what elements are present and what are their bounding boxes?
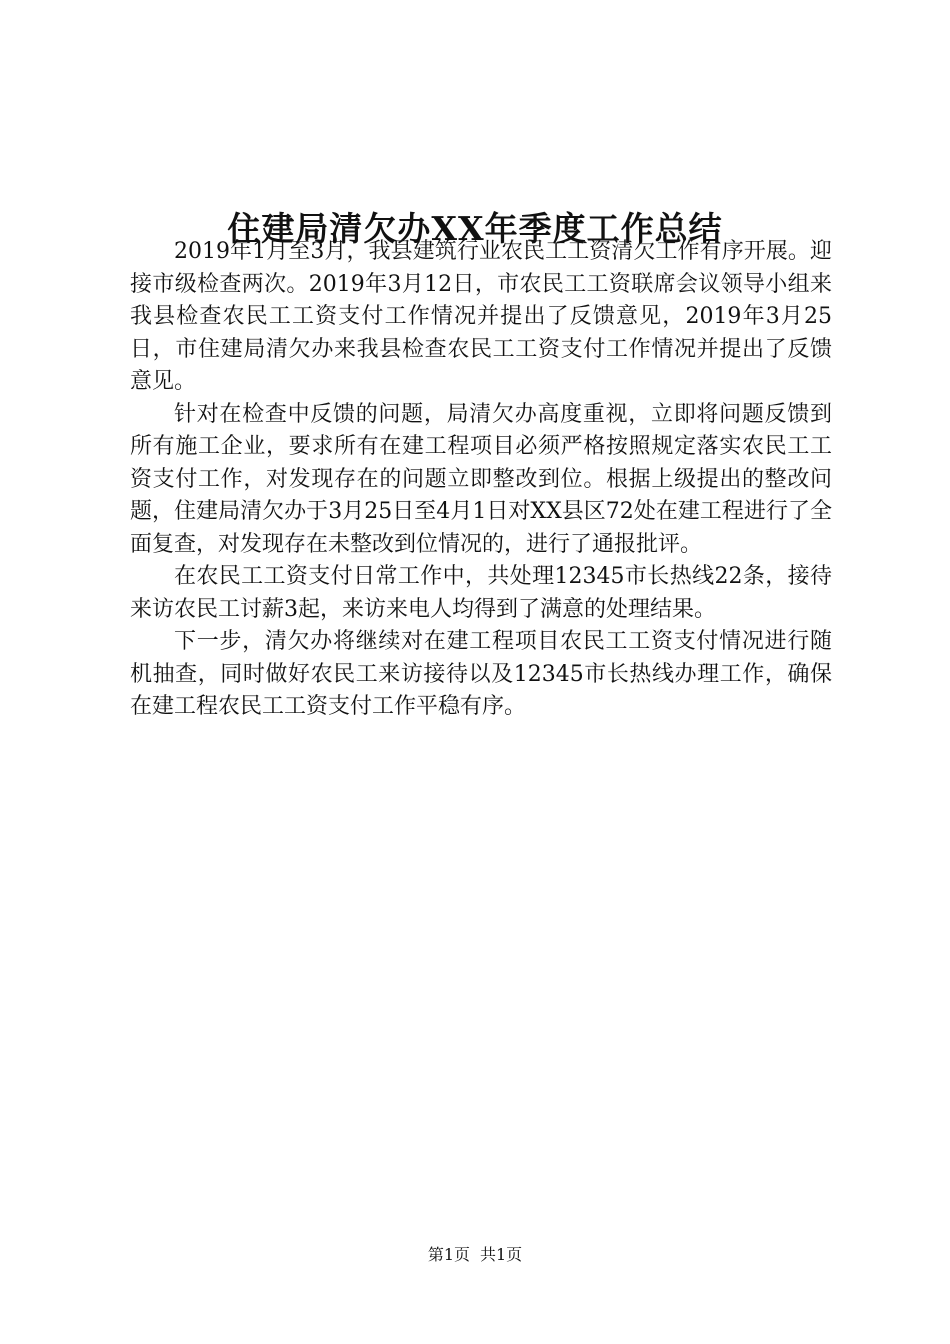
paragraph-3: 在农民工工资支付日常工作中，共处理12345市长热线22条，接待来访农民工讨薪3起，来访来电人均得到了满意的处理结果。 [130, 564, 832, 622]
page-footer [0, 1243, 950, 1267]
paragraph-2: 针对在检查中反馈的问题，局清欠办高度重视，立即将问题反馈到所有施工企业，要求所有在建工程项目必须严格按照规定落实农民工工资支付工作，对发现存在的问题立即整改到位。根据上级提出的整改问题，住建局清欠办于3月25日至4月1日对XX县区72处在建工程进行了全面复查，对发现存在未整改到位情况的，进行了通报批评。 [130, 401, 832, 557]
document-title: 住建局清欠办XX年季度工作总结 [227, 209, 723, 249]
page-number-total: 共1页 [480, 1245, 523, 1264]
document-body [130, 236, 832, 724]
paragraph-4: 下一步，清欠办将继续对在建工程项目农民工工资支付情况进行随机抽查，同时做好农民工来访接待以及12345市长热线办理工作，确保在建工程农民工工资支付工作平稳有序。 [130, 629, 832, 719]
page-number-current: 第1页 [427, 1245, 470, 1264]
paragraph-1: 2019年1月至3月，我县建筑行业农民工工资清欠工作有序开展。迎接市级检查两次。2019年3月12日，市农民工工资联席会议领导小组来我县检查农民工工资支付工作情况并提出了反馈意见，2019年3月25日，市住建局清欠办来我县检查农民工工资支付工作情况并提出了反馈意见。 [130, 239, 832, 394]
